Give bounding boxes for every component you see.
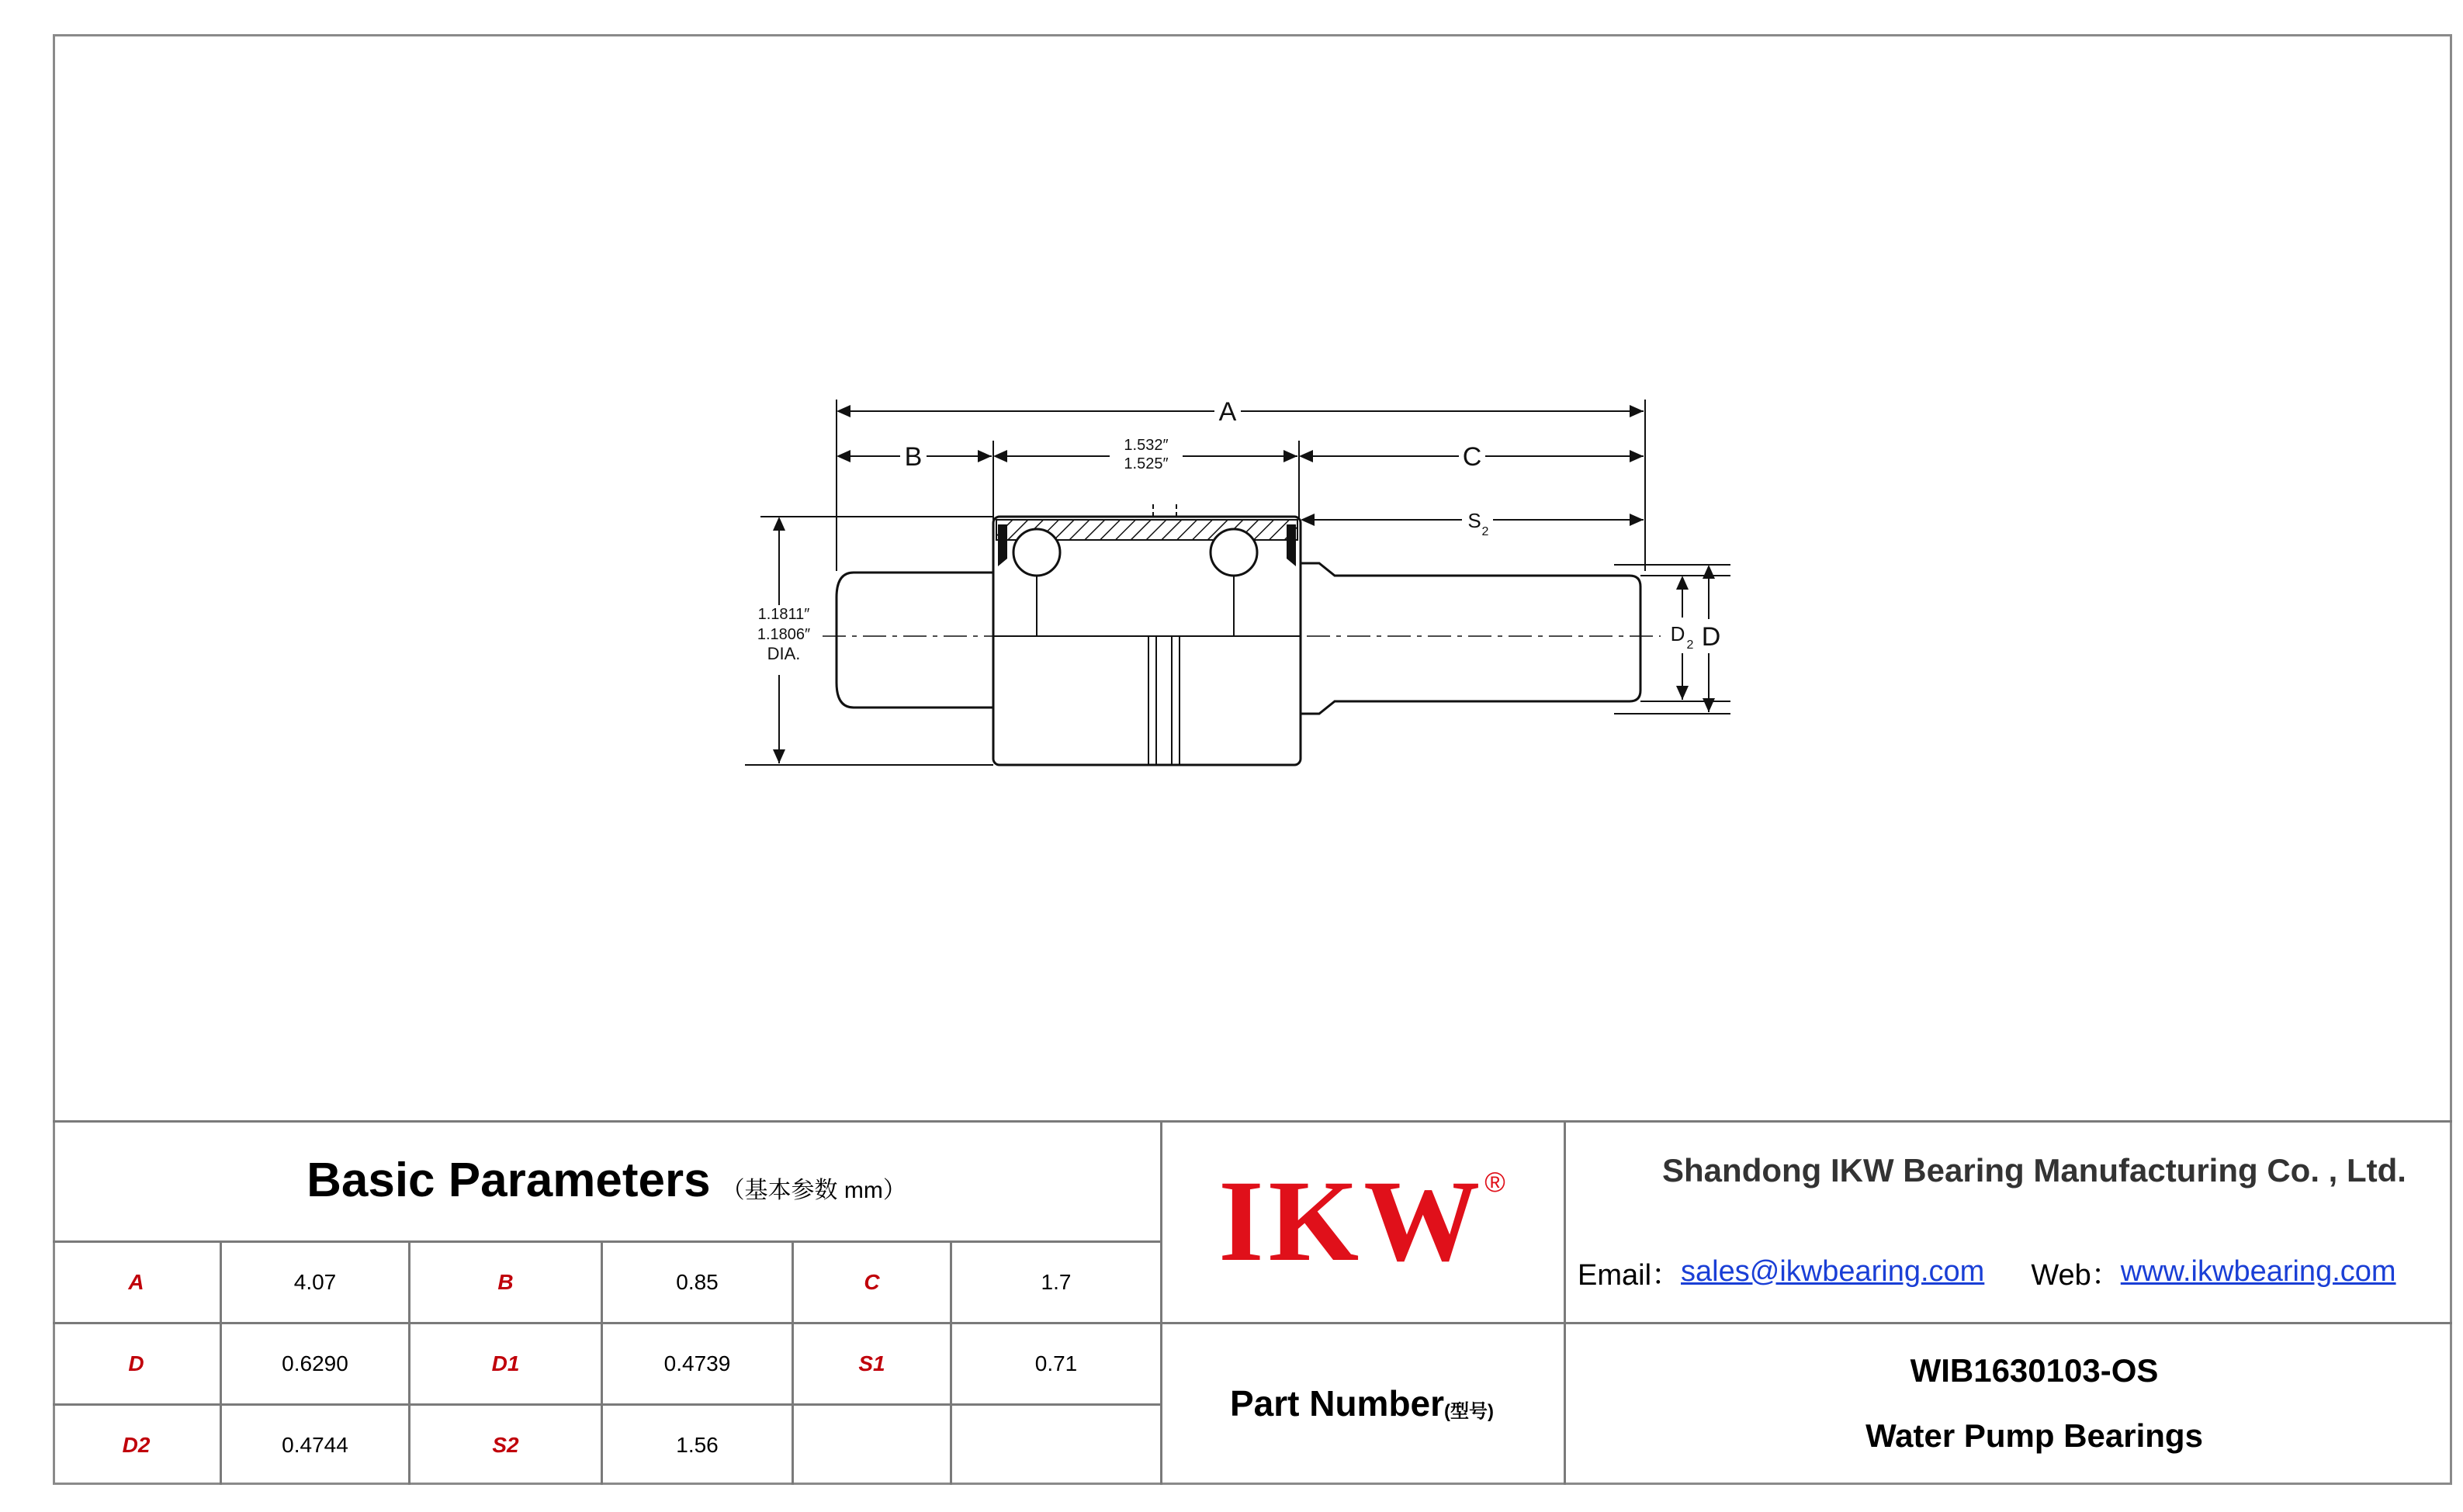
- param-label-C: C: [864, 1270, 880, 1294]
- dim-D-label: D: [1701, 622, 1721, 652]
- bearing-drawing-svg: [698, 372, 1785, 791]
- bore-min-label: 1.525″: [1124, 455, 1169, 472]
- email-label: Email：: [1578, 1258, 1682, 1292]
- param-value-D: 0.6290: [282, 1351, 348, 1375]
- contact-line: [1564, 1221, 2463, 1322]
- logo-text: IKW: [1218, 1157, 1485, 1285]
- bearing-drawing: [698, 372, 1785, 791]
- dim-D2-subscript: 2: [1686, 638, 1694, 652]
- basic-parameters-title: [53, 1120, 1160, 1240]
- dim-S2-subscript: 2: [1481, 525, 1489, 538]
- email-link[interactable]: sales@ikwbearing.com: [1681, 1254, 1985, 1288]
- dim-B-label: B: [904, 442, 923, 472]
- param-value-empty: [952, 1406, 1160, 1485]
- param-value-D1: 0.4739: [663, 1351, 731, 1375]
- param-value-C: 1.7: [1041, 1270, 1072, 1294]
- part-number: WIB1630103-OS: [1910, 1352, 2159, 1389]
- part-number-label-cell: [1160, 1322, 1564, 1485]
- param-label-D: D: [128, 1351, 144, 1375]
- part-number-label-cn: (型号): [1444, 1400, 1495, 1422]
- dim-S2-label: S: [1467, 509, 1481, 532]
- param-label-S2: S2: [492, 1433, 519, 1457]
- dim-C-label: C: [1462, 442, 1482, 472]
- ikw-logo: [1160, 1120, 1564, 1322]
- unit-note: （基本参数 mm）: [721, 1177, 906, 1203]
- registered-mark: ®: [1484, 1166, 1505, 1198]
- od-max-label: 1.1811″: [757, 606, 810, 623]
- product-type: Water Pump Bearings: [1865, 1417, 2203, 1454]
- param-label-S1: S1: [858, 1351, 885, 1375]
- part-number-value-cell: [1564, 1322, 2463, 1485]
- param-label-A: A: [128, 1270, 144, 1294]
- web-label: Web：: [2031, 1258, 2121, 1292]
- param-value-D2: 0.4744: [282, 1433, 348, 1457]
- basic-parameters-heading: Basic Parameters: [307, 1154, 711, 1207]
- param-value-B: 0.85: [676, 1270, 719, 1294]
- bore-max-label: 1.532″: [1124, 437, 1169, 454]
- part-number-label: Part Number: [1229, 1383, 1445, 1424]
- web-link[interactable]: www.ikwbearing.com: [2120, 1254, 2396, 1288]
- od-min-label: 1.1806″: [757, 626, 811, 643]
- dim-A-label: A: [1218, 397, 1237, 427]
- company-name: Shandong IKW Bearing Manufacturing Co. , Ltd.: [1662, 1152, 2406, 1188]
- param-value-A: 4.07: [293, 1270, 337, 1294]
- param-value-S2: 1.56: [676, 1433, 719, 1457]
- param-label-D2: D2: [122, 1433, 151, 1457]
- param-value-S1: 0.71: [1034, 1351, 1078, 1375]
- param-label-D1: D1: [491, 1351, 520, 1375]
- od-dia-label: DIA.: [767, 644, 801, 663]
- title-block: [53, 1120, 2452, 1485]
- dim-D2-label: D: [1670, 622, 1685, 645]
- param-label-empty: [794, 1406, 950, 1485]
- param-label-B: B: [497, 1270, 514, 1294]
